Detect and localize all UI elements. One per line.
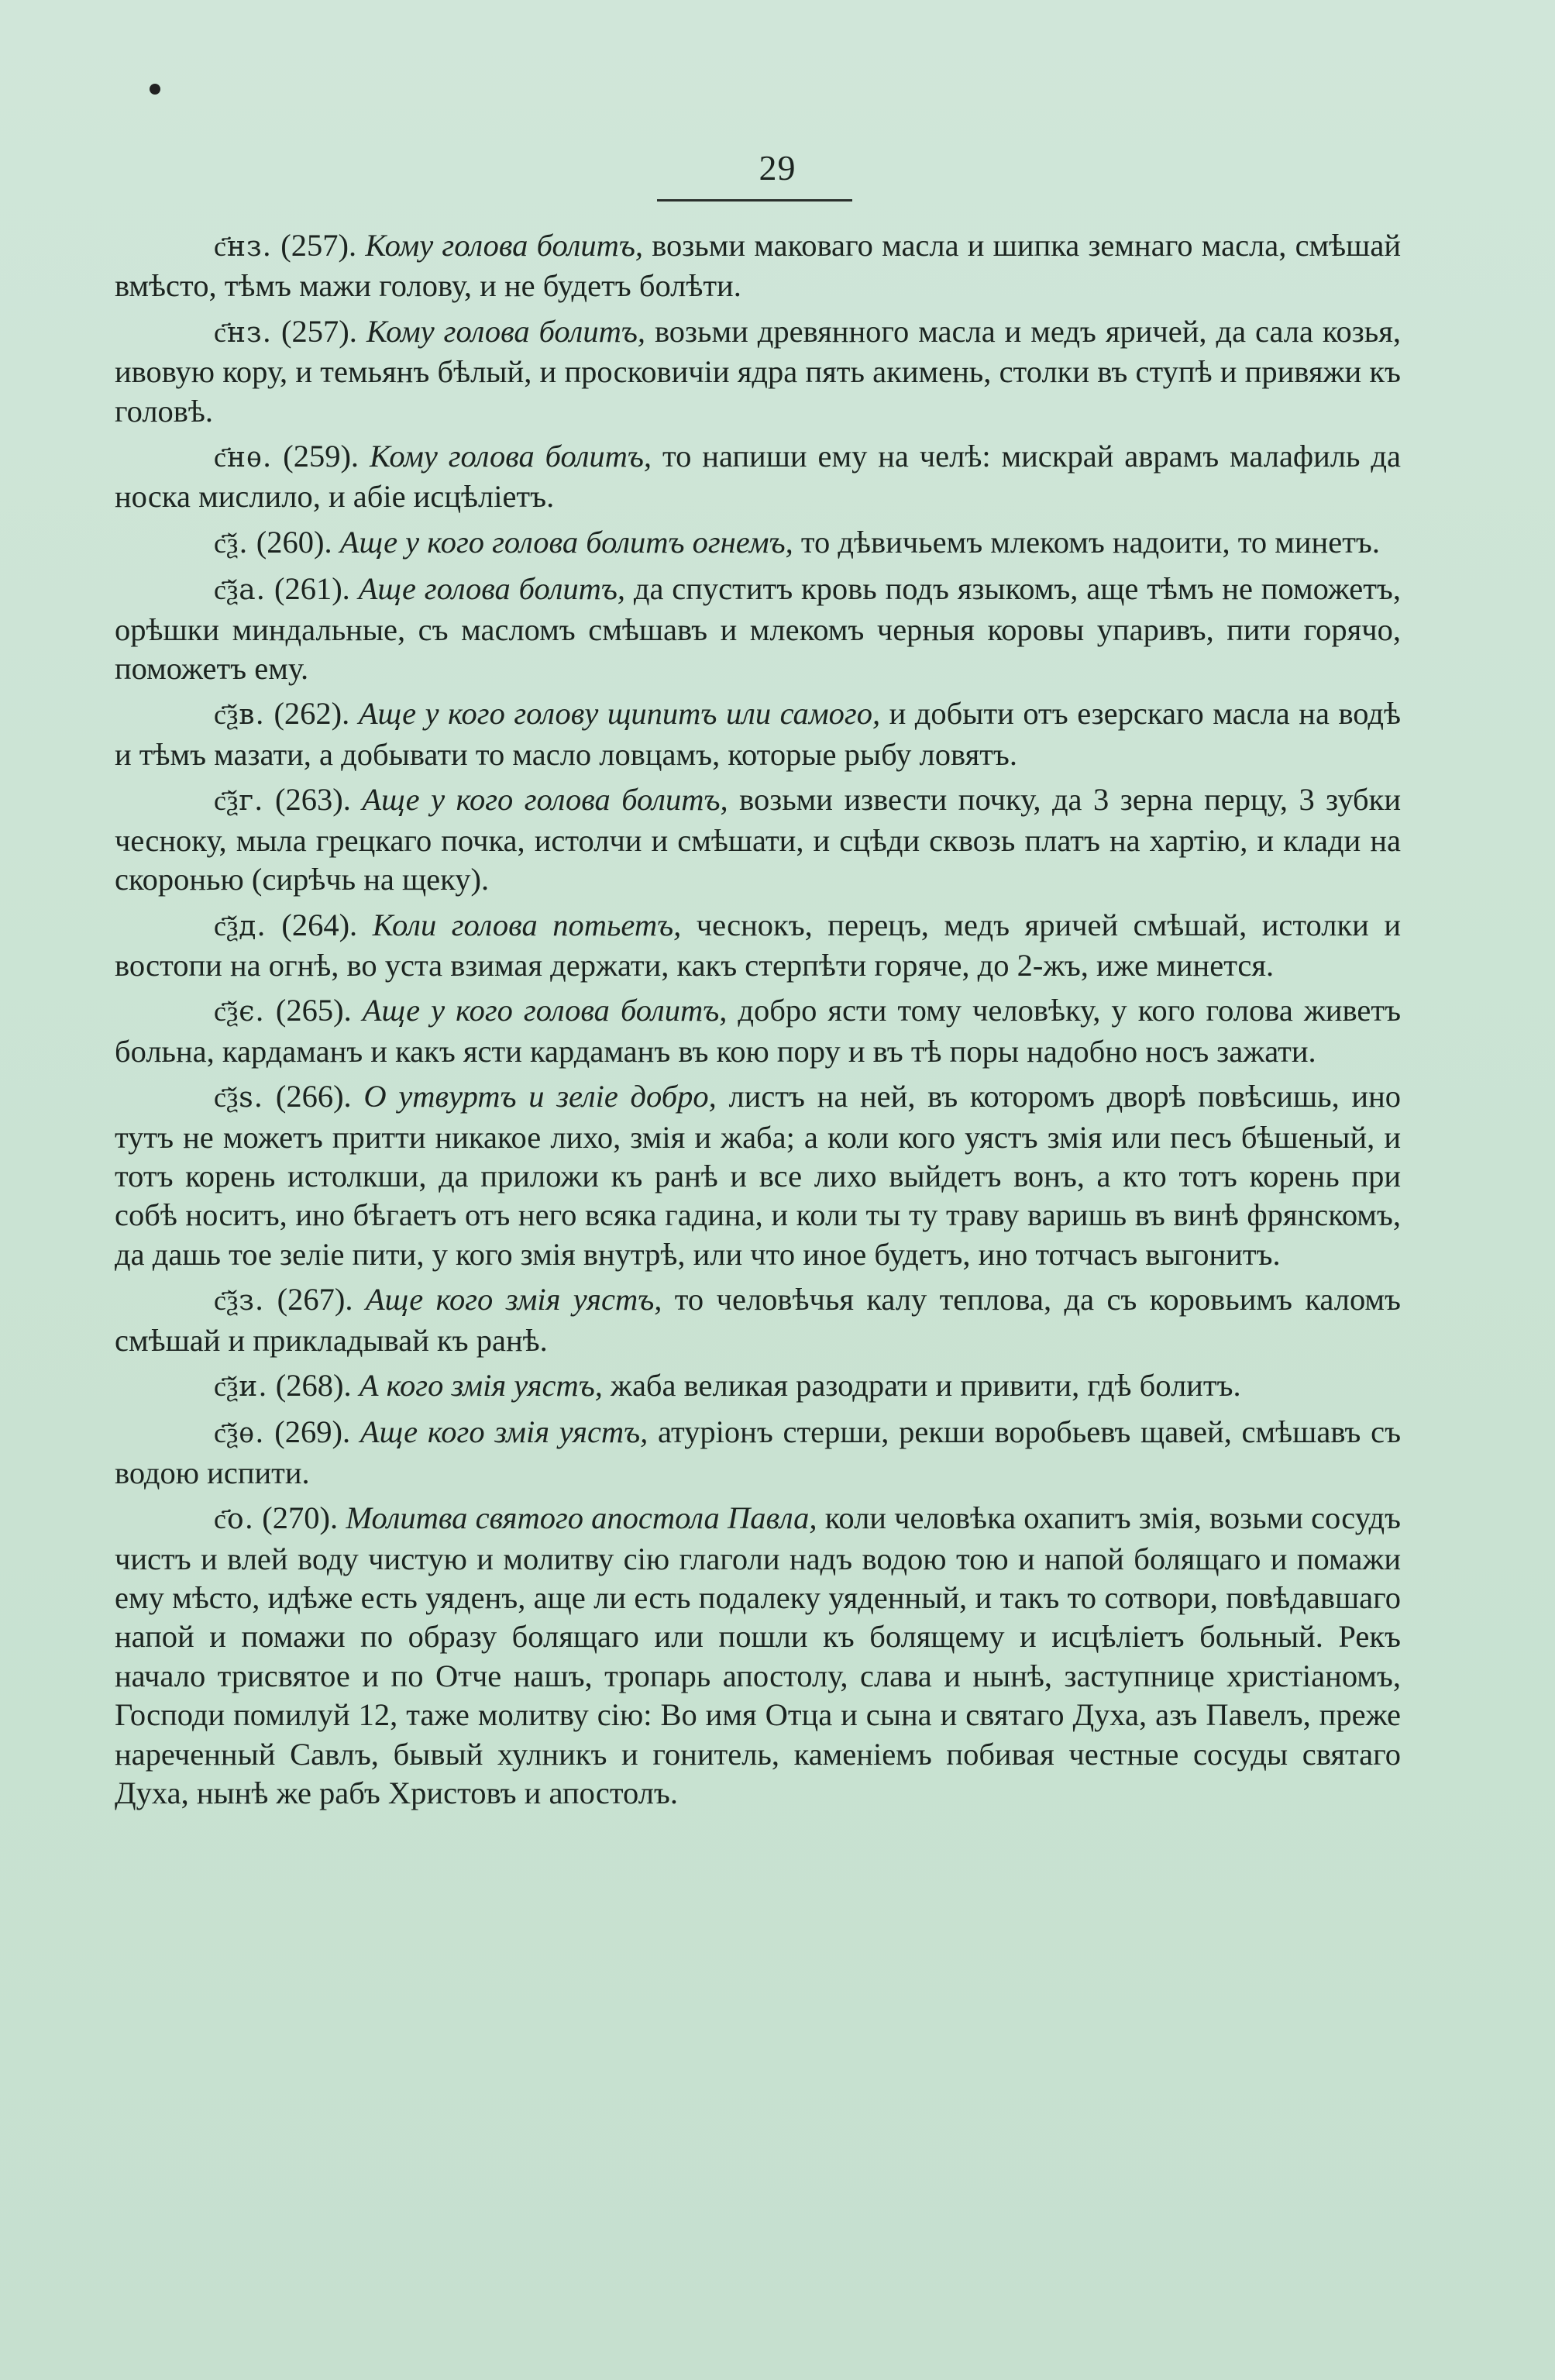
recipe-title: Кому голова болитъ, bbox=[365, 228, 643, 263]
recipe-ref: (264). bbox=[281, 907, 358, 942]
recipe-numeral: с҃ѯз. bbox=[214, 1285, 265, 1317]
recipe-paragraph bbox=[115, 1077, 1401, 1274]
recipe-ref: (266). bbox=[275, 1079, 352, 1114]
recipe-text: возьми древянного масла и медъ яричей, да сала козья, ивовую кору, и темьянъ бѣлый, и просковичіи ядра пять акимень, столки въ ступѣ и привяжи къ головѣ. bbox=[115, 313, 1402, 429]
recipe-text: то человѣчья калу теплова, да съ коровьимъ каломъ смѣшай и прикладывай къ ранѣ. bbox=[115, 1282, 1402, 1358]
recipe-title: А кого змія уястъ, bbox=[359, 1367, 603, 1403]
recipe-numeral: с҃ѯа. bbox=[214, 574, 267, 607]
recipe-text: добро ясти тому человѣку, у кого голова живетъ больна, кардаманъ и какъ ясти кардаманъ въ кою пору и въ тѣ поры надобно носъ зажати. bbox=[115, 993, 1402, 1069]
recipe-title: Аще у кого голова болитъ огнемъ, bbox=[339, 524, 793, 560]
recipe-ref: (267). bbox=[277, 1282, 353, 1317]
recipe-text: возьми маковаго масла и шипка земнаго масла, смѣшай вмѣсто, тѣмъ мажи голову, и не будетъ болѣти. bbox=[115, 228, 1401, 304]
recipe-title: О утвуртъ и зеліе добро, bbox=[363, 1079, 717, 1114]
recipe-text: то напиши ему на челѣ: мискрай аврамъ малафиль да носка мислило, и абіе исцѣліетъ. bbox=[115, 439, 1402, 515]
recipe-ref: (261). bbox=[274, 571, 350, 607]
recipe-text: то дѣвичьемъ млекомъ надоити, то минетъ. bbox=[800, 524, 1380, 560]
recipe-numeral: с҃ѯѕ. bbox=[214, 1082, 264, 1114]
recipe-paragraph bbox=[115, 226, 1401, 306]
recipe-title: Аще голова болитъ, bbox=[358, 571, 626, 607]
recipe-ref: (263). bbox=[275, 782, 351, 818]
recipe-paragraph bbox=[115, 1280, 1401, 1360]
recipe-paragraph bbox=[115, 312, 1401, 431]
recipe-paragraph bbox=[115, 570, 1401, 688]
recipe-paragraph bbox=[115, 694, 1401, 774]
recipe-numeral: с҃ѯг. bbox=[214, 785, 264, 818]
recipe-text: коли человѣка охапитъ змія, возьми сосудъ чистъ и влей воду чистую и молитву сію глаголи надъ водою тою и напой болящаго и помажи ему мѣсто, идѣже есть уяденъ, аще ли есть подалеку уяденный, и такъ то сотвори, повѣдавшаго напой и помажи по образу болящаго или пошли къ болящему и исцѣліетъ больный. Рекъ начало трисвятое и по Отче нашъ, тропарь апостолу, слава и нынѣ, заступнице христіаномъ, Господи помилуй 12, таже молитву сію: Во имя Отца и сына и святаго Духа, азъ Павелъ, преже нареченный Савлъ, бывый хулникъ и гонитель, каменіемъ побивая честные сосуды святаго Духа, нынѣ же рабъ Христовъ и апостолъ. bbox=[115, 1500, 1401, 1811]
recipe-title: Аще у кого голова болитъ, bbox=[362, 782, 728, 818]
recipe-text: да спуститъ кровь подъ языкомъ, аще тѣмъ не поможетъ, орѣшки миндальные, съ масломъ смѣшавъ и млекомъ черныя коровы упаривъ, пити горячо, поможетъ ему. bbox=[115, 571, 1401, 687]
recipe-title: Молитва святого апостола Павла, bbox=[346, 1500, 817, 1536]
recipe-text: листъ на ней, въ которомъ дворѣ повѣсишь, ино тутъ не можетъ притти никакое лихо, змія и жаба; а коли кого уястъ змія или песъ бѣшеный, и тотъ корень истолкши, да приложи къ ранѣ и все лихо выйдетъ вонъ, а кто тотъ корень при собѣ носитъ, ино бѣгаетъ отъ него всяка гадина, и коли ты ту траву варишь въ винѣ фрянскомъ, да дашь тое зеліе пити, у кого змія внутрѣ, или что иное будетъ, ино тотчасъ выгонитъ. bbox=[115, 1079, 1402, 1272]
recipe-title: Аще у кого голову щипитъ или самого, bbox=[358, 696, 881, 732]
recipe-text: чеснокъ, перецъ, медъ яричей смѣшай, истолки и востопи на огнѣ, во уста взимая держати, какъ стерпѣти горяче, до 2-жъ, иже минется. bbox=[115, 907, 1401, 983]
recipe-numeral: с҃ѯє. bbox=[214, 996, 265, 1028]
page-body bbox=[115, 226, 1401, 1819]
recipe-numeral: с҃ѯи. bbox=[214, 1370, 268, 1403]
recipe-ref: (265). bbox=[275, 993, 352, 1028]
recipe-paragraph bbox=[115, 1499, 1401, 1813]
recipe-text: атуріонъ стерши, рекши воробьевъ щавей, смѣшавъ съ водою испити. bbox=[115, 1414, 1402, 1490]
ink-speck bbox=[150, 84, 160, 95]
recipe-ref: (260). bbox=[256, 524, 332, 560]
recipe-title: Аще кого змія уястъ, bbox=[365, 1282, 662, 1317]
recipe-ref: (269). bbox=[274, 1414, 351, 1450]
recipe-ref: (259). bbox=[283, 439, 360, 474]
recipe-ref: (257). bbox=[281, 313, 357, 349]
recipe-ref: (257). bbox=[280, 228, 357, 263]
recipe-text: и добыти отъ езерскаго масла на водѣ и тѣмъ мазати, а добывати то масло ловцамъ, которые рыбу ловятъ. bbox=[115, 696, 1401, 772]
recipe-paragraph bbox=[115, 523, 1401, 563]
page-number: 29 bbox=[759, 148, 796, 188]
recipe-numeral: с҃нз. bbox=[214, 316, 273, 349]
recipe-title: Кому голова болитъ, bbox=[369, 439, 652, 474]
recipe-paragraph bbox=[115, 780, 1401, 899]
recipe-title: Аще у кого голова болитъ, bbox=[362, 993, 728, 1028]
recipe-numeral: с҃нз. bbox=[214, 231, 273, 263]
recipe-paragraph bbox=[115, 1366, 1401, 1407]
recipe-title: Аще кого змія уястъ, bbox=[360, 1414, 648, 1450]
recipe-numeral: с҃о. bbox=[214, 1503, 255, 1536]
recipe-numeral: с҃ѯ. bbox=[214, 527, 249, 560]
recipe-paragraph bbox=[115, 437, 1401, 517]
recipe-paragraph bbox=[115, 1413, 1401, 1493]
recipe-numeral: с҃ѯд. bbox=[214, 910, 267, 942]
header-rule bbox=[657, 199, 852, 201]
recipe-text: жаба великая разодрати и привити, гдѣ болитъ. bbox=[610, 1367, 1241, 1403]
recipe-numeral: с҃нѳ. bbox=[214, 442, 273, 474]
recipe-paragraph bbox=[115, 906, 1401, 986]
recipe-title: Кому голова болитъ, bbox=[366, 313, 645, 349]
recipe-numeral: с҃ѯв. bbox=[214, 699, 265, 732]
recipe-text: возьми извести почку, да 3 зерна перцу, 3 зубки чесноку, мыла грецкаго почка, истолчи и смѣшати, и сцѣди сквозь платъ на хартію, и клади на скоронью (сирѣчь на щеку). bbox=[115, 782, 1402, 897]
recipe-ref: (262). bbox=[274, 696, 350, 732]
recipe-numeral: с҃ѯѳ. bbox=[214, 1417, 265, 1450]
recipe-ref: (268). bbox=[275, 1367, 352, 1403]
recipe-ref: (270). bbox=[262, 1500, 339, 1536]
recipe-paragraph bbox=[115, 991, 1401, 1071]
recipe-title: Коли голова потьетъ, bbox=[372, 907, 682, 942]
